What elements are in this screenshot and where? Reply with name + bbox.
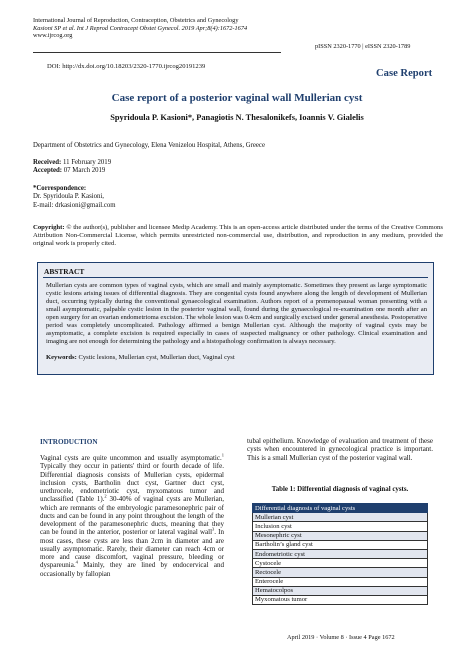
author-list: Spyridoula P. Kasioni*, Panagiotis N. Thesalonikefs, Ioannis V. Gialelis — [110, 113, 364, 122]
copyright-text: © the author(s), publisher and licensee Medip Academy. This is an open-access article distributed under the terms of the Creative Commons Attribution Non-Commercial License, which permits unrestricted non-commercial use, distribution, and reproduction in any medium, provided the original work is properly cited. — [33, 224, 443, 248]
copyright-label: Copyright: — [33, 224, 65, 231]
intro-sentence: Mainly, they are lined by endocervical and occasionally by fallopian — [40, 561, 224, 578]
introduction-text-continued: tubal epithelium. Knowledge of evaluation and treatment of these cysts when encountered in gynecological practice is important. This is a small Mullerian cyst of the posterior vaginal wall. — [247, 437, 433, 462]
journal-citation: Kasioni SP et al. Int J Reprod Contracept Obstet Gynecol. 2019 Apr;8(4):1672-1674 — [33, 24, 248, 32]
issn: pISSN 2320-1770 | eISSN 2320-1789 — [315, 43, 411, 50]
keywords-label: Keywords: — [46, 354, 77, 361]
journal-header — [33, 17, 247, 40]
table-row: Rectocele — [253, 568, 428, 577]
intro-sentence: 30-40% of vaginal cysts are Mullerian, which are remnants of the embryologic paramesonephric pair of ducts and can be found in any point throughout the length of the development of the paramesonephric ducts, meaning that they can be found in the anterior, posterior or lateral vaginal wall — [40, 495, 224, 537]
table-header: Differential diagnosis of vaginal cysts — [253, 504, 428, 513]
intro-sentence: Typically they occur in patients' third or fourth decade of life. Differential diagnosis consists of Mullerian cysts, epidermal inclusion cysts, Bartholin duct cyst, Gartner duct cyst, urethrocele, endometriotic cyst, myxomatous tumor and unclassified (Table 1). — [40, 462, 224, 504]
table-row: Bartholin’s gland cyst — [253, 540, 428, 549]
citation-ref[interactable]: 4 — [75, 559, 78, 565]
abstract-heading: ABSTRACT — [44, 267, 85, 276]
abstract-box — [37, 262, 434, 375]
correspondence-label: *Correspondence: — [33, 185, 87, 192]
table-caption: Table 1: Differential diagnosis of vaginal cysts. — [271, 486, 409, 493]
received-label: Received: — [33, 159, 62, 166]
doi-link[interactable]: DOI: http://dx.doi.org/10.18203/2320-1770.ijrcog20191239 — [47, 63, 206, 70]
correspondence-email-link[interactable]: E-mail: drkasioni@gmail.com — [33, 201, 116, 209]
affiliation: Department of Obstetrics and Gynecology, Elena Venizelou Hospital, Athens, Greece — [33, 142, 265, 149]
table-row: Myxomatous tumor — [253, 595, 428, 604]
journal-name: International Journal of Reproduction, Contraception, Obstetrics and Gynecology — [33, 17, 239, 24]
article-title: Case report of a posterior vaginal wall Mullerian cyst — [111, 92, 363, 104]
header-divider — [33, 52, 281, 53]
page-footer: April 2019 · Volume 8 · Issue 4 Page 1672 — [287, 634, 395, 641]
citation-ref[interactable]: 1 — [221, 452, 224, 458]
keywords-list: Cystic lesions, Mullerian cyst, Mullerian duct, Vaginal cyst — [78, 354, 235, 361]
journal-website-link[interactable]: www.ijrcog.org — [33, 32, 73, 40]
table-row: Endometriotic cyst — [253, 549, 428, 558]
keywords — [46, 354, 427, 362]
table-row: Enterocele — [253, 577, 428, 586]
table-row: Hematocolpos — [253, 586, 428, 595]
table-row: Cystocele — [253, 559, 428, 568]
table-row: Inclusion cyst — [253, 522, 428, 531]
correspondence — [33, 185, 116, 210]
citation-ref[interactable]: 2 — [104, 493, 107, 499]
differential-diagnosis-table — [252, 503, 428, 605]
correspondence-name: Dr. Spyridoula P. Kasioni, — [33, 193, 104, 201]
table-row: Mullerian cyst — [253, 513, 428, 522]
copyright-notice — [33, 224, 443, 248]
abstract-text: Mullerian cysts are common types of vaginal cysts, which are small and mainly asymptomatic. Sometimes they present as large symptomatic cystic lesions arising issues of differential diagnosis. They are congenital cysts found anywhere along the length of development of Mullerian duct, occurring typically during the conventional gynaecological examination. Authors report of a premenopausal woman presenting with a small asymptomatic, palpable cystic lesion in the posterior vaginal wall, found during the gynaecological re-examination one month after an open surgery for an ovarian endometrioma excision. The whole lesion was 0.4cm and surgically excised under general anesthesia. Postoperative period was completely uncomplicated. Pathology affirmed a benign Mullerian cyst. Although the majority of vaginal cysts may be asymptomatic, a complete excision is required especially in cases of suspected malignancy or other pathology. Clinical examination and imaging are not enough for determining the pathology and a histopathology confirmation is always necessary. — [46, 282, 427, 346]
article-type: Case Report — [376, 68, 433, 79]
accepted-line — [33, 167, 105, 175]
accepted-label: Accepted: — [33, 167, 63, 174]
intro-sentence: Vaginal cysts are quite uncommon and usually asymptomatic. — [40, 454, 222, 462]
received-date: 11 February 2019 — [63, 159, 112, 166]
intro-sentence: . In most cases, these cysts are less than 2cm in diameter and are usually asymptomatic. Rarely, their diameter can reach 4cm or more and cause discomfort, vaginal pressure, bleeding or dyspareunia. — [40, 528, 224, 570]
abstract-divider — [43, 277, 428, 278]
table-row: Mesonephric cyst — [253, 531, 428, 540]
accepted-date: 07 March 2019 — [63, 167, 106, 174]
citation-ref[interactable]: 3 — [212, 526, 215, 532]
introduction-text — [40, 454, 224, 578]
introduction-heading: INTRODUCTION — [40, 438, 98, 446]
